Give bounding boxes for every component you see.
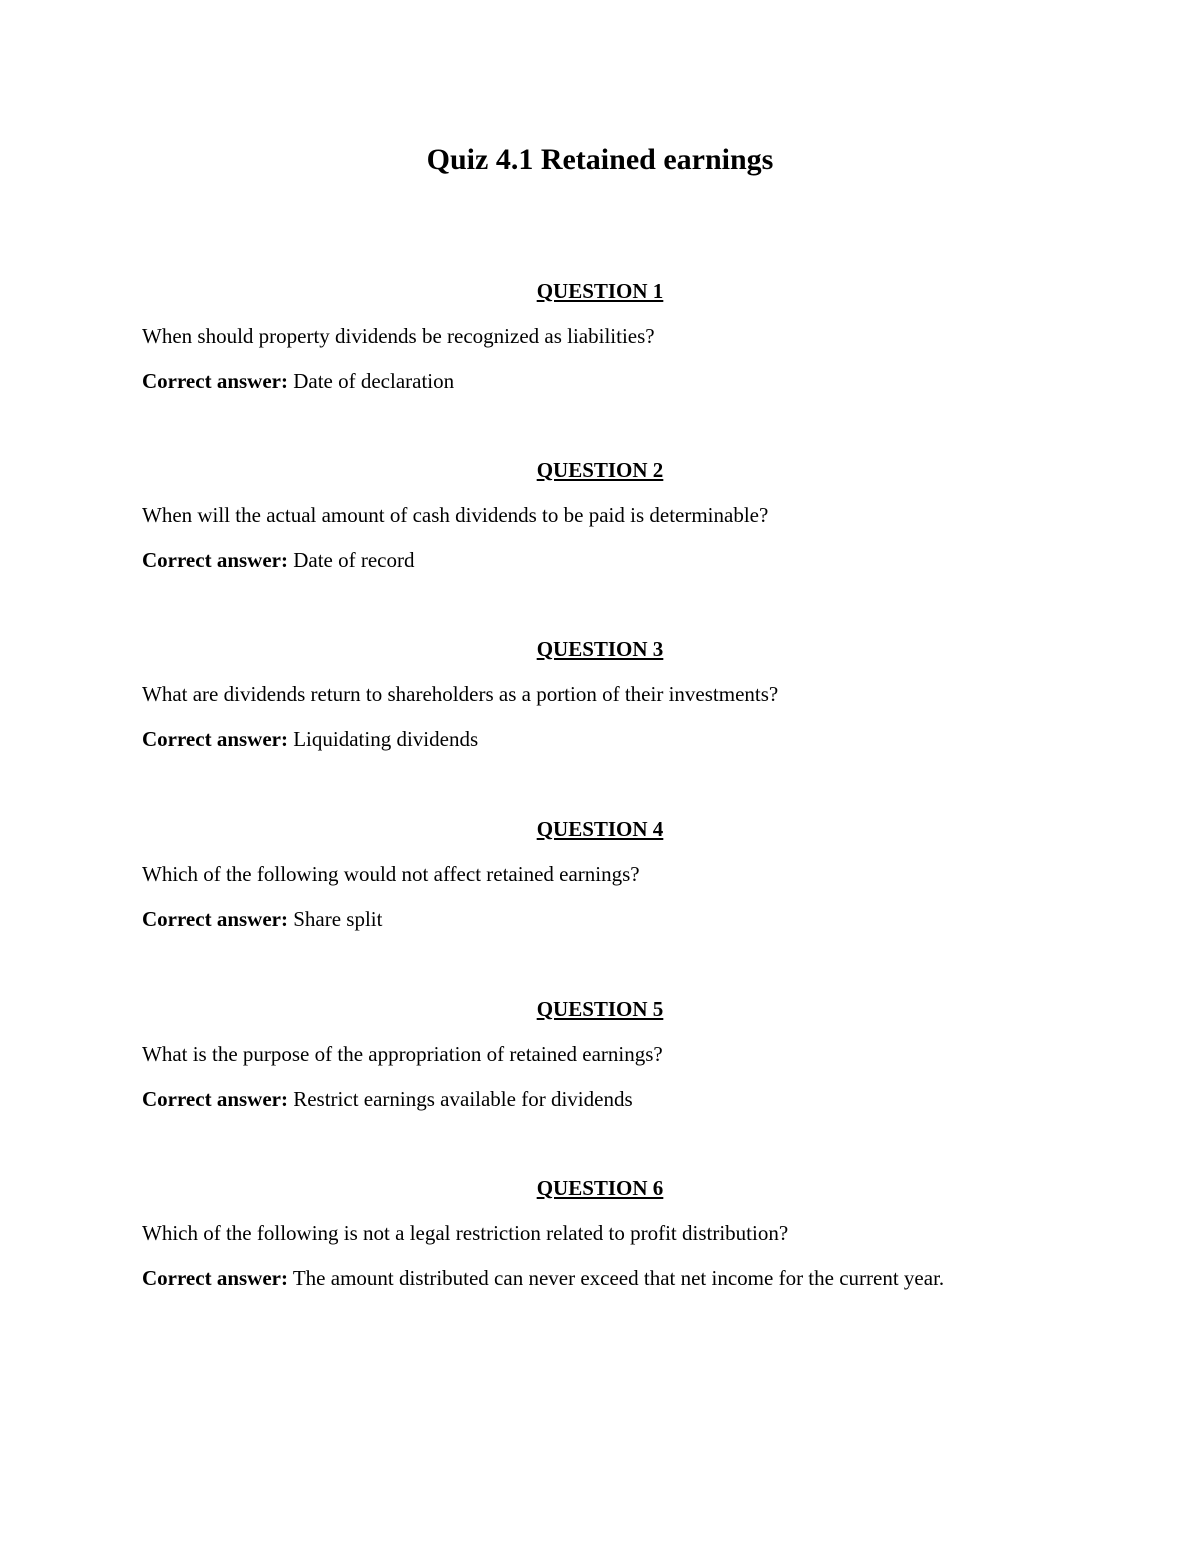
question-text: When will the actual amount of cash dividends to be paid is determinable? (142, 503, 769, 527)
answer-line (142, 546, 1102, 574)
answer-text: Date of declaration (293, 369, 455, 393)
answer-label: Correct answer: (142, 1266, 288, 1290)
question-text: Which of the following would not affect retained earnings? (142, 862, 640, 886)
answer-text: Liquidating dividends (293, 727, 479, 751)
answer-text: Date of record (293, 548, 415, 572)
question-heading: QUESTION 2 (536, 458, 664, 482)
answer-text: Share split (293, 907, 383, 931)
answer-line (142, 1085, 1102, 1113)
question-text: What is the purpose of the appropriation of retained earnings? (142, 1042, 663, 1066)
question-heading: QUESTION 1 (536, 279, 664, 303)
question-text: What are dividends return to shareholders as a portion of their investments? (142, 682, 779, 706)
answer-line (142, 725, 1102, 753)
answer-line (142, 905, 1102, 933)
document-title: Quiz 4.1 Retained earnings (426, 143, 774, 176)
question-block-4 (142, 815, 1102, 933)
answer-line (142, 367, 1102, 395)
question-heading: QUESTION 6 (536, 1176, 664, 1200)
question-text: When should property dividends be recognized as liabilities? (142, 324, 655, 348)
question-heading: QUESTION 5 (536, 997, 664, 1021)
question-block-3 (142, 635, 1102, 753)
answer-text: The amount distributed can never exceed that net income for the current year. (292, 1266, 945, 1290)
question-block-5 (142, 995, 1102, 1113)
answer-text: Restrict earnings available for dividends (293, 1087, 633, 1111)
answer-label: Correct answer: (142, 369, 288, 393)
question-text: Which of the following is not a legal restriction related to profit distribution? (142, 1221, 789, 1245)
question-block-1 (142, 277, 1102, 395)
question-heading: QUESTION 3 (536, 637, 664, 661)
question-heading: QUESTION 4 (536, 817, 664, 841)
answer-label: Correct answer: (142, 907, 288, 931)
answer-line (142, 1264, 1102, 1292)
answer-label: Correct answer: (142, 548, 288, 572)
answer-label: Correct answer: (142, 727, 288, 751)
question-block-2 (142, 456, 1102, 574)
answer-label: Correct answer: (142, 1087, 288, 1111)
question-block-6 (142, 1174, 1102, 1292)
